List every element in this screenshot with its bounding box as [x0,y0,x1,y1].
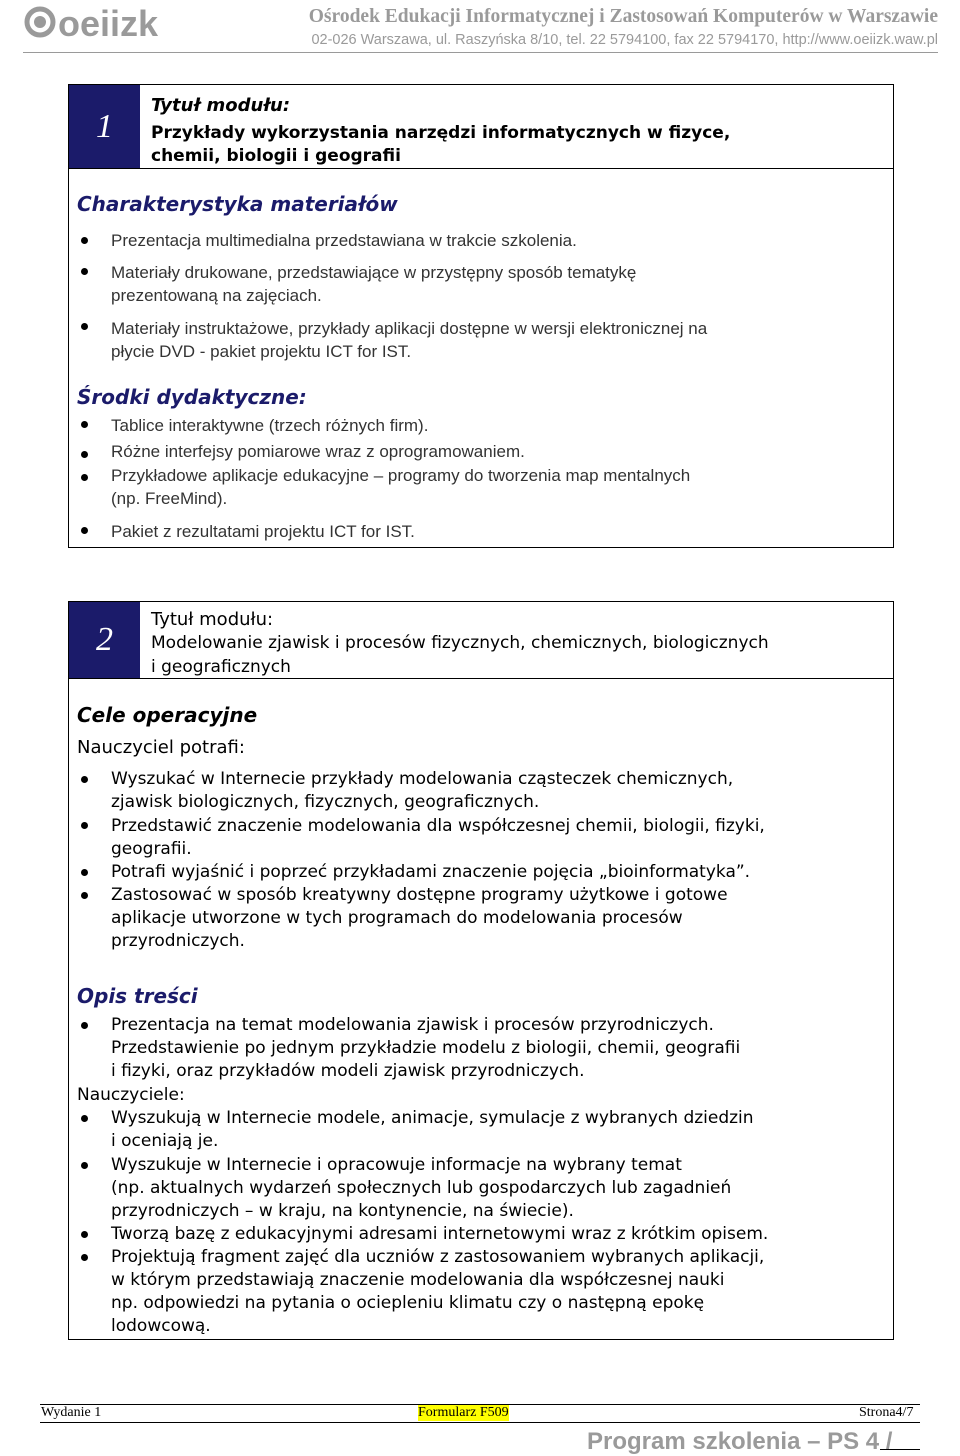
bullet [81,822,88,829]
goal-3: Potrafi wyjaśnić i poprzeć przykładami znaczenie pojęcia „bioinformatyka”. [111,862,751,882]
bullet [81,1231,88,1238]
content-item-4-cont-3: lodowcową. [111,1316,211,1336]
module-2-box [68,601,894,1340]
bullet [81,268,88,275]
bullet [81,237,88,244]
module-1-box [68,84,894,548]
footer-program-title: Program szkolenia – PS 4 / [587,1428,893,1455]
content-item-2-cont-1: (np. aktualnych wydarzeń społecznych lub gospodarczych lub zagadnień [111,1178,732,1198]
materials-item-3: Materiały instruktażowe, przykłady aplikacji dostępne w wersji elektronicznej na [111,319,708,338]
module-1-title-line-1: Przykłady wykorzystania narzędzi informatycznych w fizyce, [151,123,731,143]
materials-heading: Charakterystyka materiałów [77,192,398,216]
footer-edition: Wydanie 1 [41,1405,102,1420]
content-item-4: Projektują fragment zajęć dla uczniów z zastosowaniem wybranych aplikacji, [111,1247,765,1267]
bullet [81,1162,88,1169]
footer-page-number: Strona4/7 [859,1405,914,1420]
header-divider [23,52,938,53]
materials-item-2-cont: prezentowaną na zajęciach. [111,286,322,305]
footer-form-code: Formularz F509 [418,1405,509,1420]
bullet [81,869,88,876]
teachers-intro: Nauczyciele: [77,1085,185,1105]
materials-item-3-cont: płycie DVD - pakiet projektu ICT for IST. [111,342,412,361]
footer-rule-bottom [40,1422,920,1423]
module-2-number: 2 [69,602,140,678]
content-item-4-cont-2: np. odpowiedzi na pytania o ociepleniu klimatu czy o następną epokę [111,1293,705,1313]
goal-4-cont-1: aplikacje utworzone w tych programach do modelowania procesów [111,908,683,928]
content-item-2: Wyszukuje w Internecie i opracowuje informacje na wybrany temat [111,1155,682,1175]
module-1-title-label: Tytuł modułu: [151,95,291,116]
bullet [81,421,88,428]
content-item-3: Tworzą bazę z edukacyjnymi adresami internetowymi wraz z krótkim opisem. [111,1224,769,1244]
goal-1-cont: zjawisk biologicznych, fizycznych, geograficznych. [111,792,540,812]
logo-text: oeiizk [58,3,159,41]
content-first-cont-2: i fizyki, oraz przykładów modeli zjawisk przyrodniczych. [111,1061,585,1081]
bullet [81,474,88,481]
bullet [81,1254,88,1261]
bullet [81,451,88,458]
module-2-title-label: Tytuł modułu: [151,609,274,630]
oeiizk-logo [24,3,200,41]
header-address: 02-026 Warszawa, ul. Raszyńska 8/10, tel. 22 5794100, fax 22 5794170, http://www.oeiizk.waw.pl [311,32,938,48]
bullet [81,323,88,330]
content-item-1: Wyszukują w Internecie modele, animacje, symulacje z wybranych dziedzin [111,1108,754,1128]
bullet [81,1115,88,1122]
content-first: Prezentacja na temat modelowania zjawisk i procesów przyrodniczych. [111,1015,714,1035]
module-1-number: 1 [69,85,140,168]
aids-item-3-cont: (np. FreeMind). [111,489,228,508]
footer-program-blank-line [880,1449,920,1450]
aids-item-2: Różne interfejsy pomiarowe wraz z oprogramowaniem. [111,442,525,461]
content-heading: Opis treści [77,984,198,1008]
header-institution-name: Ośrodek Edukacji Informatycznej i Zastosowań Komputerów w Warszawie [308,6,938,27]
goal-1: Wyszukać w Internecie przykłady modelowania cząsteczek chemicznych, [111,769,734,789]
content-item-2-cont-2: przyrodniczych – w kraju, na kontynencie, na świecie). [111,1201,574,1221]
bullet [81,892,88,899]
goal-2-cont: geografii. [111,839,192,859]
module-1-title-divider [69,168,893,169]
bullet [81,776,88,783]
content-first-cont-1: Przedstawienie po jednym przykładzie modelu z biologii, chemii, geografii [111,1038,741,1058]
materials-item-1: Prezentacja multimedialna przedstawiana w trakcie szkolenia. [111,231,577,250]
aids-item-1: Tablice interaktywne (trzech różnych firm). [111,416,429,435]
goal-4-cont-2: przyrodniczych. [111,931,245,951]
bullet [81,1022,88,1029]
module-2-title-line-2: i geograficznych [151,657,291,677]
aids-item-3: Przykładowe aplikacje edukacyjne – programy do tworzenia map mentalnych [111,466,691,485]
materials-item-2: Materiały drukowane, przedstawiające w przystępny sposób tematykę [111,263,637,282]
content-item-4-cont-1: w którym przedstawiają znaczenie modelowania dla współczesnej nauki [111,1270,725,1290]
goals-heading: Cele operacyjne [77,703,258,727]
aids-heading: Środki dydaktyczne: [77,385,307,409]
module-1-title-line-2: chemii, biologii i geografii [151,146,401,166]
content-item-1-cont: i oceniają je. [111,1131,219,1151]
module-2-title-line-1: Modelowanie zjawisk i procesów fizycznych, chemicznych, biologicznych [151,633,769,653]
goal-2: Przedstawić znaczenie modelowania dla współczesnej chemii, biologii, fizyki, [111,816,765,836]
aids-item-4: Pakiet z rezultatami projektu ICT for IST. [111,522,415,541]
goals-intro: Nauczyciel potrafi: [77,737,245,758]
bullet [81,527,88,534]
goal-4: Zastosować w sposób kreatywny dostępne programy użytkowe i gotowe [111,885,728,905]
